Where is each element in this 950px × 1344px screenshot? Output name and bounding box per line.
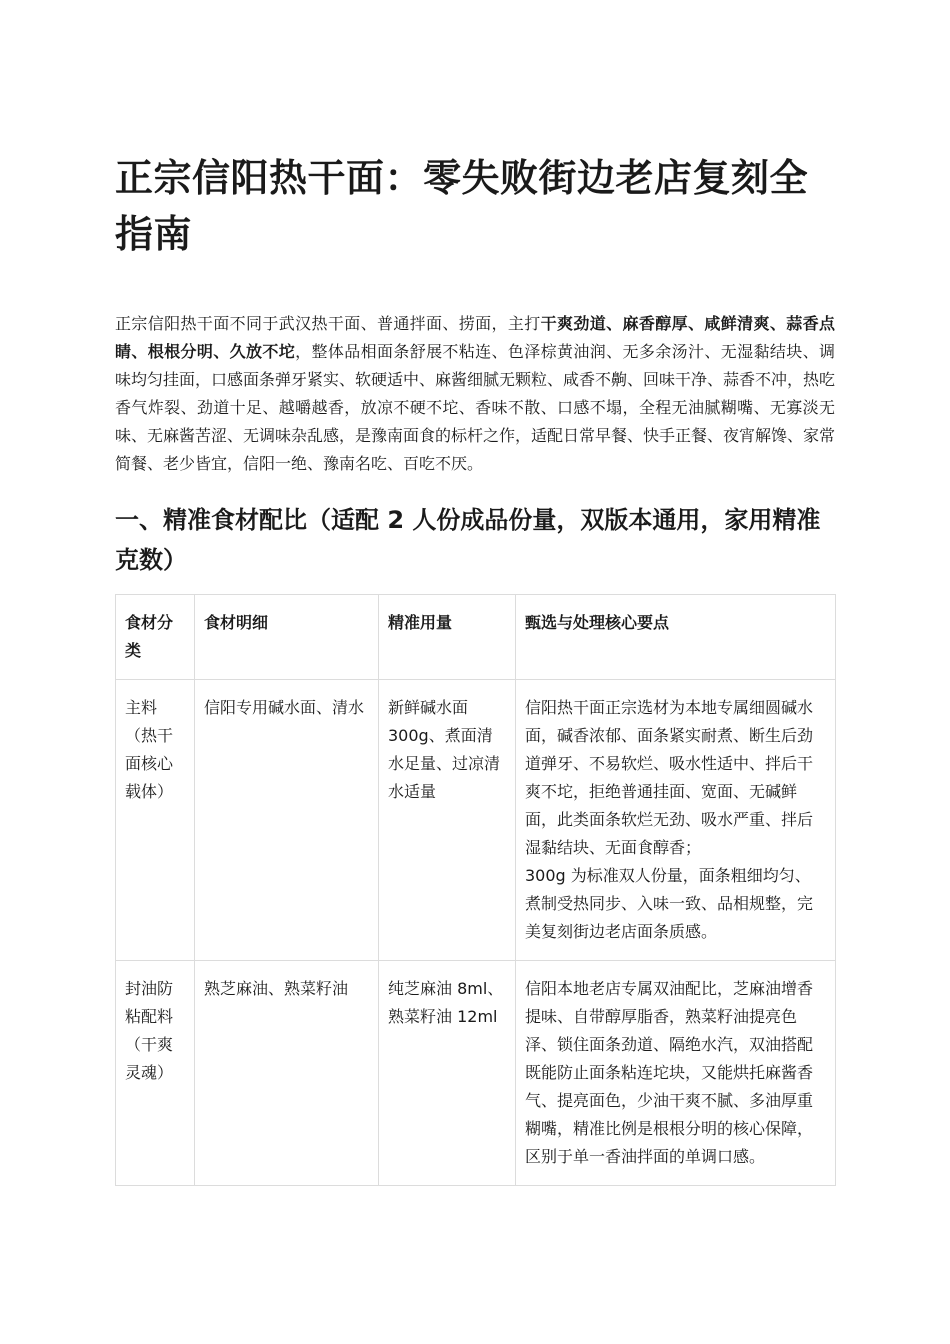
header-amount: 精准用量: [379, 595, 516, 680]
intro-highlight: 干爽劲道、麻香醇厚、咸鲜清爽、蒜香点睛、根根分明、久放不坨: [115, 314, 835, 361]
cell-detail: 熟芝麻油、熟菜籽油: [195, 961, 379, 1186]
intro-prefix: 正宗信阳热干面不同于武汉热干面、普通拌面、捞面，主打: [115, 314, 541, 333]
ingredient-table: [115, 594, 836, 1186]
cell-notes: 信阳本地老店专属双油配比，芝麻油增香提味、自带醇厚脂香，熟菜籽油提亮色泽、锁住面条劲道、隔绝水汽，双油搭配既能防止面条粘连坨块，又能烘托麻酱香气、提亮面色，少油干爽不腻、多油厚重糊嘴，精准比例是根根分明的核心保障，区别于单一香油拌面的单调口感。: [516, 961, 836, 1186]
table-row: [116, 680, 836, 961]
intro-suffix: ，整体品相面条舒展不粘连、色泽棕黄油润、无多余汤汁、无湿黏结块、调味均匀挂面，口感面条弹牙紧实、软硬适中、麻酱细腻无颗粒、咸香不齁、回味干净、蒜香不冲，热吃香气炸裂、劲道十足、越嚼越香，放凉不硬不坨、香味不散、口感不塌，全程无油腻糊嘴、无寡淡无味、无麻酱苦涩、无调味杂乱感，是豫南面食的标杆之作，适配日常早餐、快手正餐、夜宵解馋、家常简餐、老少皆宜，信阳一绝、豫南名吃、百吃不厌。: [115, 342, 836, 473]
page-title: 正宗信阳热干面：零失败街边老店复刻全指南: [115, 156, 809, 256]
document-page: [115, 150, 835, 1186]
section-heading-ingredients: 一、精准食材配比（适配 2 人份成品份量，双版本通用，家用精准克数）: [115, 506, 821, 574]
header-notes: 甄选与处理核心要点: [516, 595, 836, 680]
cell-detail: 信阳专用碱水面、清水: [195, 680, 379, 961]
cell-category: 主料（热干面核心载体）: [116, 680, 195, 961]
header-detail: 食材明细: [195, 595, 379, 680]
header-category: 食材分类: [116, 595, 195, 680]
cell-notes: [516, 680, 836, 961]
cell-category: 封油防粘配料（干爽灵魂）: [116, 961, 195, 1186]
notes-part-2: 300g 为标准双人份量，面条粗细均匀、煮制受热同步、入味一致、品相规整，完美复刻街边老店面条质感。: [525, 866, 814, 941]
intro-paragraph: [115, 310, 835, 478]
table-header-row: [116, 595, 836, 680]
table-row: [116, 961, 836, 1186]
cell-amount: 新鲜碱水面 300g、煮面清水足量、过凉清水适量: [379, 680, 516, 961]
notes-part-1: 信阳热干面正宗选材为本地专属细圆碱水面，碱香浓郁、面条紧实耐煮、断生后劲道弹牙、不易软烂、吸水性适中、拌后干爽不坨，拒绝普通挂面、宽面、无碱鲜面，此类面条软烂无劲、吸水严重、拌后湿黏结块、无面食醇香；: [525, 698, 814, 857]
cell-amount: 纯芝麻油 8ml、熟菜籽油 12ml: [379, 961, 516, 1186]
